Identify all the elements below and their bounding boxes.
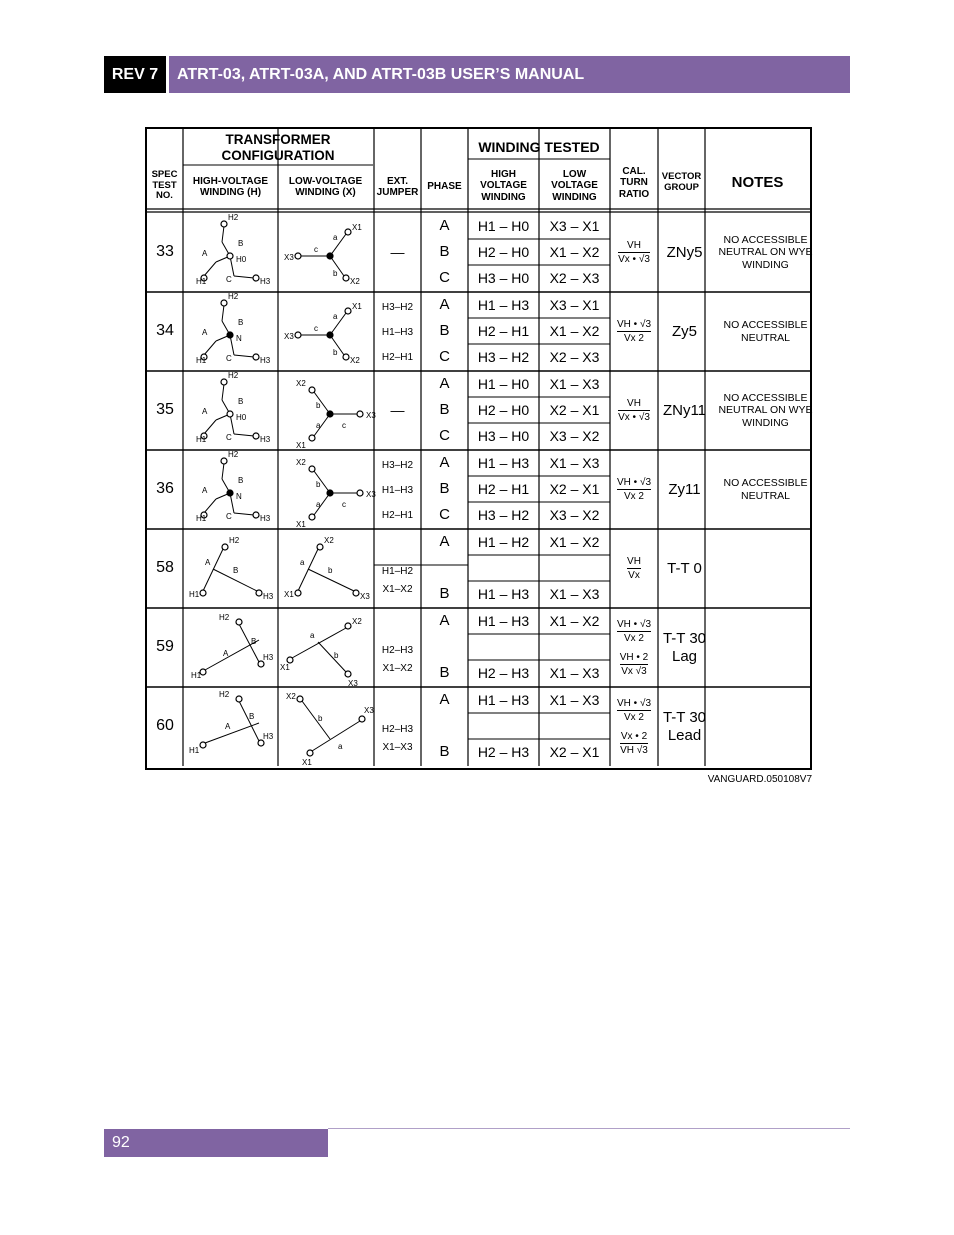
phase-label: C	[439, 506, 450, 524]
diagram-label: H2	[219, 690, 230, 699]
h1-terminal	[200, 742, 206, 748]
diagram-label: a	[316, 421, 321, 430]
diagram-label: H3	[263, 732, 274, 741]
header-vector: VECTOR GROUP	[661, 171, 702, 193]
ext-jumper: H1–H3	[381, 485, 414, 497]
high-voltage-winding: H2 – H0	[477, 401, 530, 418]
ext-jumper: H1–H3	[381, 327, 414, 339]
notes-text	[705, 687, 826, 766]
ext-jumper: H3–H2	[381, 460, 414, 472]
diagram-label: b	[318, 714, 323, 723]
phase-label: C	[439, 269, 450, 287]
winding-line	[204, 420, 216, 434]
vector-group: Zy11	[668, 480, 701, 498]
phase-label: B	[439, 322, 450, 340]
spec-test-number: 58	[156, 559, 174, 577]
high-voltage-winding: H2 – H3	[477, 743, 530, 760]
low-voltage-winding: X1 – X2	[549, 533, 600, 550]
manual-title: ATRT-03, ATRT-03A, AND ATRT-03B USER’S MANUAL	[169, 56, 850, 93]
diagram-label: c	[342, 500, 346, 509]
diagram-label: b	[316, 480, 321, 489]
diagram-label: X1	[284, 590, 294, 599]
phase-label: B	[439, 585, 450, 603]
ratio-fraction	[620, 652, 649, 677]
h2-terminal	[222, 544, 228, 550]
ratio-denominator: Vx 2	[623, 333, 644, 344]
winding-line	[205, 723, 259, 743]
phase-label: B	[439, 664, 450, 682]
phase-label: A	[439, 296, 450, 314]
phase-label: B	[439, 480, 450, 498]
ratio-numerator: VH	[627, 398, 641, 409]
low-voltage-winding: X3 – X1	[549, 296, 600, 313]
page-number: 92	[104, 1129, 328, 1157]
ratio-numerator: VH • √3	[617, 319, 651, 330]
ratio-denominator: Vx 2	[623, 491, 644, 502]
diagram-label: A	[223, 649, 229, 658]
notes-text	[705, 608, 826, 687]
x2-terminal	[297, 696, 303, 702]
diagram-label: X3	[366, 490, 376, 499]
winding-line	[239, 701, 259, 741]
low-voltage-winding: X2 – X1	[549, 743, 600, 760]
diagram-label: B	[238, 239, 244, 248]
winding-line	[222, 305, 224, 321]
ratio-denominator: Vx 2	[623, 632, 644, 644]
high-voltage-winding: H1 – H3	[477, 691, 530, 708]
diagram-label: H2	[228, 450, 239, 459]
low-voltage-winding: X3 – X2	[549, 506, 600, 523]
diagram-label: X2	[296, 379, 306, 388]
ext-jumper: X1–X2	[382, 663, 413, 675]
x1-terminal	[309, 435, 315, 441]
configuration-table	[145, 127, 812, 770]
vector-group: T-T 30 Lead	[662, 709, 707, 744]
x2-terminal	[317, 544, 323, 550]
x1-terminal	[345, 308, 351, 314]
h3-terminal	[253, 512, 259, 518]
diagram-label: A	[202, 328, 208, 337]
low-voltage-winding	[539, 713, 610, 739]
diagram-label: C	[226, 354, 232, 363]
vector-group: ZNy5	[666, 243, 703, 261]
phase-label: B	[439, 401, 450, 419]
ratio-fraction	[617, 698, 651, 723]
ext-jumper: H2–H1	[381, 352, 414, 364]
diagram-label: X3	[284, 253, 294, 262]
neutral-terminal	[227, 332, 233, 338]
spec-test-number: 36	[156, 480, 174, 498]
notes-text: NO ACCESSIBLE NEUTRAL	[723, 477, 808, 502]
diagram-label: X1	[302, 758, 312, 767]
diagram-label: H2	[228, 292, 239, 301]
vector-group: Zy5	[671, 322, 697, 340]
fraction-bar	[620, 743, 648, 744]
diagram-label: H3	[263, 592, 274, 601]
phase-label: A	[439, 691, 450, 709]
low-voltage-winding: X1 – X3	[549, 375, 600, 392]
fraction-bar	[618, 410, 650, 411]
winding-line	[234, 276, 254, 278]
x3-terminal	[295, 332, 301, 338]
ratio-numerator: VH • 2	[619, 651, 649, 663]
ext-jumper: —	[390, 244, 405, 261]
ratio-denominator: VH √3	[620, 744, 648, 756]
diagram-label: B	[251, 637, 257, 646]
fraction-bar	[618, 252, 650, 253]
diagram-label: X1	[352, 302, 362, 311]
low-voltage-winding: X1 – X2	[549, 612, 600, 629]
fraction-bar	[617, 631, 651, 632]
ratio-denominator: Vx • √3	[618, 412, 650, 423]
diagram-label: b	[333, 269, 338, 278]
h2-terminal	[236, 696, 242, 702]
winding-line	[222, 226, 224, 242]
diagram-label: X2	[296, 458, 306, 467]
diagram-label: A	[202, 407, 208, 416]
diagram-label: c	[314, 245, 318, 254]
winding-line	[222, 463, 224, 479]
h3-terminal	[253, 354, 259, 360]
cal-turn-ratio	[610, 292, 658, 371]
x3-terminal	[357, 490, 363, 496]
diagram-label: X2	[350, 356, 360, 365]
low-voltage-winding: X2 – X3	[549, 269, 600, 286]
diagram-label: X3	[366, 411, 376, 420]
winding-line	[204, 262, 216, 276]
header-hv: HIGH-VOLTAGE WINDING (H)	[192, 175, 269, 198]
header-phase: PHASE	[427, 181, 462, 193]
high-voltage-winding: H2 – H0	[477, 243, 530, 260]
phase-label: A	[439, 612, 450, 630]
h2-terminal	[221, 300, 227, 306]
ratio-fraction	[617, 477, 651, 502]
h3-terminal	[253, 275, 259, 281]
header-winding-tested: WINDING TESTED	[478, 138, 600, 155]
cal-turn-ratio	[610, 371, 658, 450]
diagram-label: B	[238, 476, 244, 485]
neutral-terminal	[227, 411, 233, 417]
diagram-label: a	[338, 742, 343, 751]
high-voltage-winding: H2 – H1	[477, 322, 530, 339]
ratio-fraction	[620, 731, 648, 756]
header-notes: NOTES	[731, 174, 784, 192]
diagram-label: H1	[196, 277, 207, 286]
winding-line	[204, 341, 216, 355]
ratio-denominator: Vx √3	[621, 665, 647, 677]
spec-test-number: 60	[156, 717, 174, 735]
winding-line	[203, 549, 223, 591]
notes-text: NO ACCESSIBLE NEUTRAL ON WYE WINDING	[718, 392, 813, 429]
diagram-label: X3	[284, 332, 294, 341]
neutral-terminal	[227, 490, 233, 496]
diagram-label: X1	[296, 520, 306, 529]
ratio-denominator: Vx • √3	[618, 254, 650, 265]
low-voltage-winding: X3 – X2	[549, 427, 600, 444]
ext-jumper: H2–H3	[381, 645, 414, 657]
diagram-label: A	[205, 558, 211, 567]
x3-terminal	[345, 671, 351, 677]
high-voltage-winding: H3 – H2	[477, 506, 530, 523]
ratio-numerator: VH • √3	[617, 697, 651, 709]
high-voltage-winding: H1 – H0	[477, 217, 530, 234]
x2-terminal	[345, 623, 351, 629]
diagram-label: X2	[352, 617, 362, 626]
winding-line	[222, 384, 224, 400]
winding-line	[234, 434, 254, 436]
h2-terminal	[221, 221, 227, 227]
low-voltage-winding: X1 – X2	[549, 322, 600, 339]
diagram-label: H0	[236, 255, 247, 264]
diagram-label: H3	[260, 356, 271, 365]
winding-line	[234, 355, 254, 357]
ext-jumper: —	[390, 402, 405, 419]
diagram-label: b	[328, 566, 333, 575]
h3-terminal	[256, 590, 262, 596]
low-voltage-winding: X2 – X1	[549, 401, 600, 418]
ratio-fraction	[617, 319, 651, 344]
diagram-label: A	[202, 249, 208, 258]
diagram-label: X3	[360, 592, 370, 601]
diagram-label: A	[202, 486, 208, 495]
diagram-label: B	[238, 318, 244, 327]
header-jumper: EXT. JUMPER	[376, 175, 419, 198]
high-voltage-winding: H3 – H0	[477, 427, 530, 444]
vector-group: T-T 30 Lag	[662, 630, 707, 665]
header-high-voltage: HIGH VOLTAGE WINDING	[480, 168, 527, 203]
winding-line	[318, 642, 346, 672]
h3-terminal	[253, 433, 259, 439]
high-voltage-winding	[468, 634, 539, 660]
low-voltage-winding: X1 – X3	[549, 585, 600, 602]
x3-terminal	[353, 590, 359, 596]
high-voltage-winding: H3 – H2	[477, 348, 530, 365]
high-voltage-winding	[468, 713, 539, 739]
diagram-label: H3	[260, 277, 271, 286]
phase-label: A	[439, 454, 450, 472]
diagram-label: H2	[229, 536, 240, 545]
ratio-fraction	[617, 619, 651, 644]
diagram-label: H0	[236, 413, 247, 422]
diagram-label: X2	[324, 536, 334, 545]
footer-rule	[328, 1128, 850, 1129]
diagram-label: b	[334, 651, 339, 660]
x2-terminal	[309, 466, 315, 472]
fraction-bar	[617, 489, 651, 490]
ratio-fraction	[627, 556, 641, 581]
diagram-label: a	[333, 233, 338, 242]
diagram-label: b	[333, 348, 338, 357]
x2-terminal	[343, 275, 349, 281]
diagram-label: a	[333, 312, 338, 321]
phase-label: A	[439, 217, 450, 235]
notes-text: NO ACCESSIBLE NEUTRAL ON WYE WINDING	[718, 234, 813, 271]
low-voltage-winding	[539, 634, 610, 660]
h1-terminal	[200, 590, 206, 596]
x2-terminal	[309, 387, 315, 393]
fraction-bar	[627, 568, 641, 569]
x2-terminal	[343, 354, 349, 360]
spec-test-number: 34	[156, 322, 174, 340]
spec-test-number: 33	[156, 243, 174, 261]
diagram-label: H2	[228, 371, 239, 380]
diagram-label: X3	[348, 679, 358, 688]
cal-turn-ratio	[610, 213, 658, 292]
high-voltage-winding: H1 – H3	[477, 612, 530, 629]
diagram-label: a	[300, 558, 305, 567]
h2-terminal	[221, 379, 227, 385]
diagram-label: H2	[228, 213, 239, 222]
cal-turn-ratio	[610, 450, 658, 529]
phase-label: A	[439, 533, 450, 551]
diagram-label: a	[316, 500, 321, 509]
high-voltage-winding: H1 – H3	[477, 454, 530, 471]
winding-line	[234, 513, 254, 515]
x1-terminal	[309, 514, 315, 520]
x3-terminal	[359, 716, 365, 722]
diagram-label: H1	[191, 671, 202, 680]
low-voltage-winding: X1 – X3	[549, 454, 600, 471]
x3-terminal	[295, 253, 301, 259]
low-voltage-winding: X3 – X1	[549, 217, 600, 234]
diagram-label: C	[226, 433, 232, 442]
x1-terminal	[295, 590, 301, 596]
diagram-label: H1	[196, 356, 207, 365]
ext-jumper: H1–H2	[381, 566, 414, 578]
diagram-label: B	[249, 712, 255, 721]
high-voltage-winding: H3 – H0	[477, 269, 530, 286]
high-voltage-winding: H2 – H3	[477, 664, 530, 681]
drawing-code: VANGUARD.050108V7	[707, 774, 812, 785]
notes-text: NO ACCESSIBLE NEUTRAL	[723, 319, 808, 344]
cal-turn-ratio	[610, 608, 658, 687]
phase-label: B	[439, 743, 450, 761]
ext-jumper: X1–X3	[382, 742, 413, 754]
low-voltage-winding: X1 – X3	[549, 691, 600, 708]
diagram-label: a	[310, 631, 315, 640]
diagram-label: H3	[260, 514, 271, 523]
diagram-label: c	[342, 421, 346, 430]
diagram-label: H1	[196, 514, 207, 523]
diagram-label: H1	[189, 746, 200, 755]
fraction-bar	[617, 331, 651, 332]
diagram-label: X2	[350, 277, 360, 286]
h2-terminal	[236, 619, 242, 625]
header-config: TRANSFORMER CONFIGURATION	[221, 132, 335, 163]
winding-line	[298, 549, 318, 591]
ratio-fraction	[618, 240, 650, 265]
header-spec: SPEC TEST NO.	[151, 168, 178, 202]
diagram-label: X3	[364, 706, 374, 715]
ratio-numerator: VH	[627, 240, 641, 251]
diagram-label: H1	[196, 435, 207, 444]
diagram-label: c	[314, 324, 318, 333]
high-voltage-winding: H1 – H0	[477, 375, 530, 392]
vector-group: T-T 0	[667, 559, 702, 577]
high-voltage-winding: H2 – H1	[477, 480, 530, 497]
page-header	[104, 56, 850, 93]
header-low-voltage: LOW VOLTAGE WINDING	[551, 168, 598, 203]
diagram-label: B	[238, 397, 244, 406]
diagram-label: B	[233, 566, 239, 575]
header-cal-ratio: CAL. TURN RATIO	[618, 165, 650, 200]
ratio-numerator: VH • √3	[617, 618, 651, 630]
ratio-denominator: Vx	[628, 570, 640, 581]
ext-jumper: H3–H2	[381, 302, 414, 314]
neutral-terminal	[227, 253, 233, 259]
diagram-label: X1	[280, 663, 290, 672]
ext-jumper: H2–H1	[381, 510, 414, 522]
high-voltage-winding: H1 – H2	[477, 533, 530, 550]
low-voltage-winding: X1 – X3	[549, 664, 600, 681]
diagram-label: H3	[263, 653, 274, 662]
spec-test-number: 35	[156, 401, 174, 419]
ext-jumper: X1–X2	[382, 584, 413, 596]
spec-test-number: 59	[156, 638, 174, 656]
vector-group: ZNy11	[662, 401, 707, 419]
header-lv: LOW-VOLTAGE WINDING (X)	[288, 175, 363, 198]
diagram-label: X1	[352, 223, 362, 232]
phase-label: C	[439, 348, 450, 366]
h2-terminal	[221, 458, 227, 464]
notes-text	[705, 529, 826, 608]
diagram-label: H2	[219, 613, 230, 622]
diagram-label: b	[316, 401, 321, 410]
diagram-label: N	[236, 492, 242, 501]
ratio-numerator: VH	[627, 556, 641, 567]
x1-terminal	[307, 750, 313, 756]
ratio-fraction	[618, 398, 650, 423]
diagram-label: N	[236, 334, 242, 343]
diagram-label: H3	[260, 435, 271, 444]
ratio-denominator: Vx 2	[623, 711, 644, 723]
fraction-bar	[617, 710, 651, 711]
x1-terminal	[345, 229, 351, 235]
low-voltage-winding: X2 – X1	[549, 480, 600, 497]
low-voltage-winding: X1 – X2	[549, 243, 600, 260]
phase-label: A	[439, 375, 450, 393]
x3-terminal	[357, 411, 363, 417]
diagram-label: X1	[296, 441, 306, 450]
ext-jumper: H2–H3	[381, 724, 414, 736]
diagram-label: A	[225, 722, 231, 731]
fraction-bar	[620, 664, 649, 665]
phase-label: C	[439, 427, 450, 445]
high-voltage-winding: H1 – H3	[477, 585, 530, 602]
ratio-numerator: VH • √3	[617, 477, 651, 488]
diagram-label: H1	[189, 590, 200, 599]
diagram-label: C	[226, 512, 232, 521]
high-voltage-winding: H1 – H3	[477, 296, 530, 313]
diagram-label: X2	[286, 692, 296, 701]
winding-line	[302, 701, 330, 739]
low-voltage-winding	[539, 555, 610, 581]
high-voltage-winding	[468, 555, 539, 581]
ratio-numerator: Vx • 2	[620, 730, 648, 742]
cal-turn-ratio	[610, 529, 658, 608]
winding-line	[312, 721, 360, 751]
low-voltage-winding: X2 – X3	[549, 348, 600, 365]
phase-label: B	[439, 243, 450, 261]
winding-line	[204, 499, 216, 513]
revision-label: REV 7	[104, 56, 166, 93]
diagram-label: C	[226, 275, 232, 284]
cal-turn-ratio	[610, 687, 658, 766]
